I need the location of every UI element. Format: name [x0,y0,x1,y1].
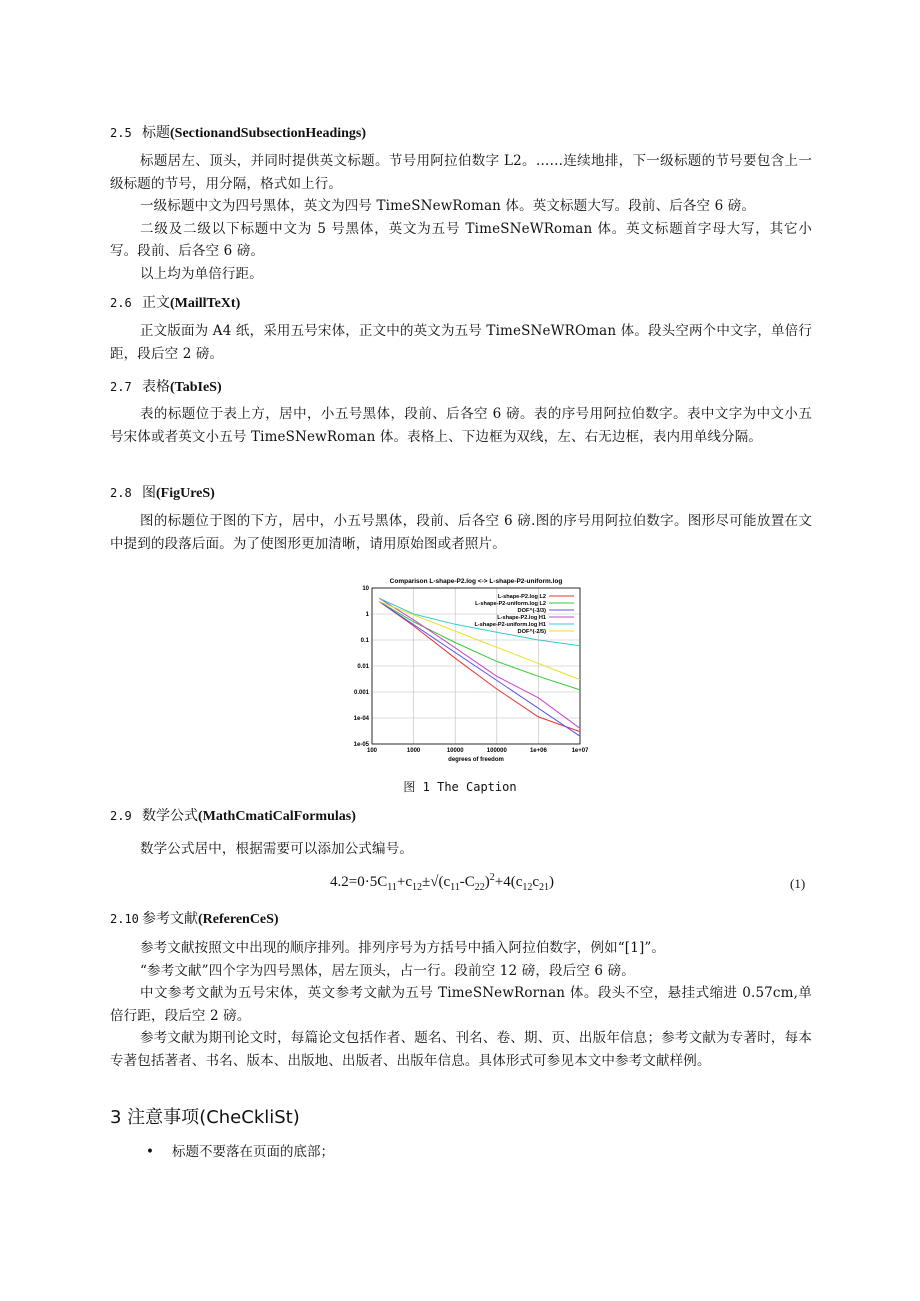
paragraph: 中文参考文献为五号宋体，英文参考文献为五号 TimeSNewRornan 体。段头不空，悬挂式缩进 0.57cm,单倍行距，段后空 2 磅。 [110,985,812,1024]
section-title-cn: 参考文献 [142,911,198,927]
section-number: 2.9 [110,809,132,823]
x-axis-label: degrees of freedom [448,757,504,763]
figure-caption: 图 1 The Caption [403,780,517,794]
x-tick-label: 10000 [446,748,464,754]
paragraph: 正文版面为 A4 纸，采用五号宋体，正文中的英文为五号 TimeSNeWROman 体。段头空两个中文字，单倍行距，段后空 2 磅。 [110,323,812,362]
paragraph: 参考文献按照文中出现的顺序排列。排列序号为方括号中插入阿拉伯数字，例如“[1]”。 [140,940,666,956]
x-tick-label: 100 [366,748,378,754]
formula-part: ±√(c [421,874,451,890]
checklist-item [146,1142,334,1162]
x-tick-label: 100000 [486,748,507,754]
formula-part: 4.2=0·5C [330,874,388,890]
section-title-en: (FigUreS) [156,486,215,501]
legend-label: L-shape-P2-uniform.log L2 [475,601,546,607]
section-title-en: (MathCmatiCalFormulas) [198,809,356,824]
paragraph: 表的标题位于表上方，居中，小五号黑体，段前、后各空 6 磅。表的序号用阿拉伯数字。表中文字为中文小五号宋体或者英文小五号 TimeSNewRoman 体。表格上、下边框为双线，左、右无边框，表内用单线分隔。 [110,406,812,445]
section-2-7-body [110,403,812,448]
chart-svg [338,574,588,766]
chapter-title-en: (CheCkliSt) [199,1107,300,1128]
paragraph: 标题居左、顶头，并同时提供英文标题。节号用阿拉伯数字 L2。……连续地排，下一级标题的节号要包含上一级标题的节号，用分隔，格式如上行。 [110,153,812,192]
y-tick-label: 1e-05 [353,742,369,748]
formula-superscript: 2 [489,872,495,883]
section-2-9-body [110,838,812,861]
section-number: 2.8 [110,486,132,500]
section-2-5-body [110,150,812,285]
paragraph: 一级标题中文为四号黑体，英文为四号 TimeSNewRoman 体。英文标题大写。段前、后各空 6 磅。 [140,198,756,214]
legend-label: L-shape-P2-uniform.log H1 [474,622,546,628]
paragraph: 以上均为单倍行距。 [140,265,263,282]
formula-part: +c [396,874,412,890]
section-title-cn: 正文 [142,295,170,311]
section-heading-2-7 [110,378,222,397]
section-title-en: (SectionandSubsectionHeadings) [170,126,367,141]
section-title-en: (TabIeS) [170,380,222,395]
paragraph: 图的标题位于图的下方，居中，小五号黑体，段前、后各空 6 磅.图的序号用阿拉伯数字。图形尽可能放置在文中提到的段落后面。为了使图形更加清晰，请用原始图或者照片。 [110,513,812,552]
legend-label: L-shape-P2.log H1 [497,615,546,621]
y-tick-label: 1e-04 [353,716,369,722]
formula-part: +4(c [494,874,523,890]
y-tick-label: 1 [365,612,369,618]
paragraph: 二级及二级以下标题中文为 5 号黑体，英文为五号 TimeSNeWRoman 体。英文标题首字母大写，其它小写。段前、后各空 6 磅。 [110,220,812,259]
section-2-6-body [110,320,812,365]
section-2-10-body [110,937,812,1072]
section-heading-2-8 [110,484,215,503]
section-heading-2-9 [110,807,356,826]
section-title-cn: 数学公式 [142,808,198,824]
equation-number: (1) [790,876,806,891]
section-2-8-body [110,510,812,555]
section-number: 2.6 [110,296,132,310]
math-formula [330,872,554,893]
section-title-en: (ReferenCeS) [198,912,279,927]
checklist-item-text: 标题不要落在页面的底部； [172,1144,334,1160]
legend-label: L-shape-P2.log L2 [497,594,546,600]
figure-chart [338,574,588,766]
chart-title: Comparison L-shape-P2.log <-> L-shape-P2-uniform.log [389,578,563,585]
legend-label: DOF^(-3/3) [517,608,546,614]
x-tick-label: 1000 [406,748,421,754]
section-heading-2-10 [110,910,279,929]
bullet-icon: • [146,1144,154,1160]
y-tick-label: 0.1 [360,638,369,644]
paragraph: 参考文献为期刊论文时，每篇论文包括作者、题名、刊名、卷、期、页、出版年信息；参考文献为专著时，每本专著包括著者、书名、版本、出版地、出版者、出版年信息。具体形式可参见本文中参考文献样例。 [110,1030,812,1069]
formula-subscript: 11 [450,882,460,893]
formula-subscript: 11 [387,882,397,893]
paragraph: 数学公式居中，根据需要可以添加公式编号。 [140,841,413,857]
formula-part: ) [549,874,555,890]
section-number: 2.5 [110,126,132,140]
section-title-cn: 表格 [142,379,170,395]
formula-subscript: 22 [474,882,485,893]
legend-label: DOF^(-2/5) [517,629,546,635]
chapter-heading-3 [110,1103,300,1129]
section-number: 2.7 [110,380,132,394]
section-title-en: (MaillTeXt) [170,296,241,311]
section-title-cn: 图 [142,485,156,501]
paragraph: “参考文献”四个字为四号黑体，居左顶头，占一行。段前空 12 磅，段后空 6 磅。 [140,962,635,979]
formula-part: ) [484,874,490,890]
formula-part: -C [459,874,475,890]
x-tick-label: 1e+07 [571,748,588,754]
formula-subscript: 12 [522,882,533,893]
section-title-cn: 标题 [142,125,170,141]
x-tick-label: 1e+06 [529,748,547,754]
chapter-title-cn: 3 注意事项 [110,1107,200,1128]
y-tick-label: 0.001 [353,690,369,696]
y-tick-label: 10 [362,586,369,592]
formula-subscript: 21 [539,882,550,893]
y-tick-label: 0.01 [357,664,369,670]
formula-part: c [532,874,540,890]
section-number: 2.10 [110,912,139,926]
section-heading-2-5 [110,124,366,143]
formula-subscript: 12 [411,882,422,893]
section-heading-2-6 [110,294,240,313]
